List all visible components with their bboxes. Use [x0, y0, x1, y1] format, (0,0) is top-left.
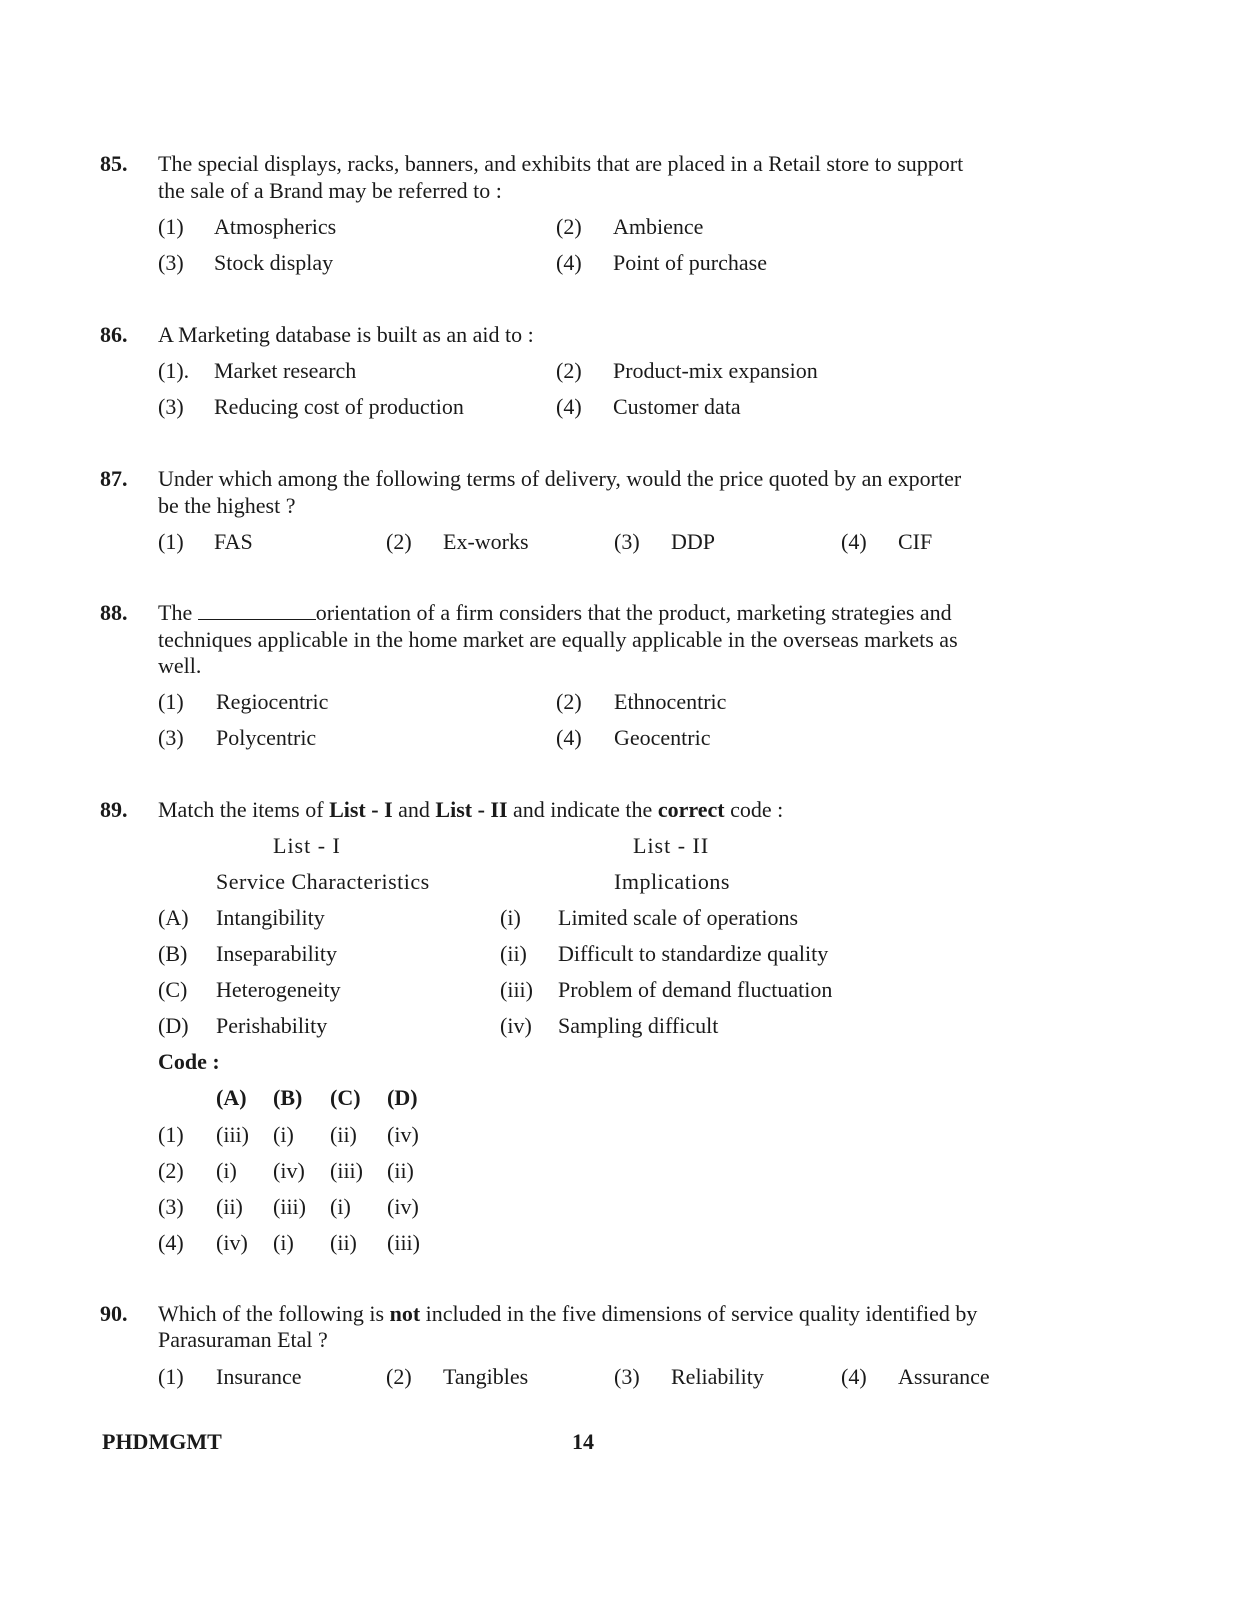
question-stem-line: Parasuraman Etal ? — [158, 1327, 328, 1352]
option-number: (2) — [386, 529, 412, 554]
code-cell: (ii) — [216, 1194, 243, 1219]
stem-part-bold: List - I — [329, 797, 393, 822]
option-number: (2) — [386, 1364, 412, 1389]
option-number: (1). — [158, 358, 190, 383]
list-1-key: (A) — [158, 905, 189, 930]
option-text: Polycentric — [216, 725, 317, 750]
fill-in-blank — [198, 601, 316, 620]
option-number: (4) — [556, 725, 582, 750]
option-text: Tangibles — [443, 1364, 529, 1389]
code-header: (D) — [387, 1085, 418, 1110]
code-cell: (iv) — [387, 1122, 419, 1147]
list-2-key: (iii) — [500, 977, 533, 1002]
code-row-number: (3) — [158, 1194, 184, 1219]
code-cell: (ii) — [387, 1158, 414, 1183]
option-text: Point of purchase — [613, 250, 767, 275]
stem-part: Match the items of — [158, 797, 330, 822]
option-number: (2) — [556, 689, 582, 714]
question-number: 87. — [100, 466, 128, 491]
option-text: Customer data — [613, 394, 741, 419]
option-number: (3) — [614, 1364, 640, 1389]
list-1-key: (B) — [158, 941, 188, 966]
list-2-title: List - II — [633, 833, 710, 858]
option-text: Reducing cost of production — [214, 394, 464, 419]
option-number: (3) — [614, 529, 640, 554]
list-1-item: Heterogeneity — [216, 977, 341, 1002]
code-cell: (iii) — [387, 1230, 420, 1255]
option-text: Market research — [214, 358, 357, 383]
code-cell: (iii) — [216, 1122, 249, 1147]
question-number: 86. — [100, 322, 128, 347]
question-stem-line: well. — [158, 653, 202, 678]
code-cell: (i) — [216, 1158, 237, 1183]
option-text: Assurance — [898, 1364, 990, 1389]
list-1-subtitle: Service Characteristics — [216, 869, 430, 894]
paper-code: PHDMGMT — [102, 1429, 222, 1454]
question-number: 85. — [100, 151, 128, 176]
list-1-item: Perishability — [216, 1013, 328, 1038]
code-header: (C) — [330, 1085, 361, 1110]
question-stem-line — [158, 600, 952, 626]
option-number: (4) — [556, 250, 582, 275]
option-number: (3) — [158, 725, 184, 750]
option-number: (1) — [158, 529, 184, 554]
option-number: (3) — [158, 394, 184, 419]
stem-part: Which of the following is — [158, 1301, 390, 1326]
code-row-number: (4) — [158, 1230, 184, 1255]
list-1-key: (D) — [158, 1013, 189, 1038]
code-header: (A) — [216, 1085, 247, 1110]
code-label: Code : — [158, 1049, 220, 1074]
stem-part: included in the five dimensions of service quality identified by — [420, 1301, 978, 1326]
option-text: Ex-works — [443, 529, 529, 554]
code-cell: (iv) — [387, 1194, 419, 1219]
question-stem-line — [158, 797, 783, 823]
list-1-title: List - I — [273, 833, 341, 858]
code-cell: (iii) — [273, 1194, 306, 1219]
list-1-item: Intangibility — [216, 905, 325, 930]
option-number: (4) — [556, 394, 582, 419]
option-text: DDP — [671, 529, 716, 554]
option-number: (1) — [158, 214, 184, 239]
option-number: (4) — [841, 1364, 867, 1389]
code-cell: (ii) — [330, 1122, 357, 1147]
list-2-item: Problem of demand fluctuation — [558, 977, 833, 1002]
option-number: (2) — [556, 214, 582, 239]
code-header: (B) — [273, 1085, 303, 1110]
list-2-key: (iv) — [500, 1013, 532, 1038]
question-stem-line — [158, 1301, 977, 1327]
stem-part-bold: correct — [657, 797, 725, 822]
question-stem-line: techniques applicable in the home market are equally applicable in the overseas markets as — [158, 627, 958, 652]
code-cell: (iii) — [330, 1158, 363, 1183]
option-text: Stock display — [214, 250, 334, 275]
option-number: (2) — [556, 358, 582, 383]
option-text: Product-mix expansion — [613, 358, 818, 383]
code-cell: (i) — [273, 1230, 294, 1255]
question-stem-line: the sale of a Brand may be referred to : — [158, 178, 502, 203]
list-2-item: Limited scale of operations — [558, 905, 799, 930]
option-number: (1) — [158, 689, 184, 714]
list-1-item: Inseparability — [216, 941, 337, 966]
code-cell: (i) — [330, 1194, 351, 1219]
code-row-number: (2) — [158, 1158, 184, 1183]
stem-part-bold: not — [389, 1301, 421, 1326]
option-text: Geocentric — [614, 725, 711, 750]
option-text: Atmospherics — [214, 214, 337, 239]
stem-part: and — [392, 797, 436, 822]
question-stem-line: be the highest ? — [158, 493, 296, 518]
code-row-number: (1) — [158, 1122, 184, 1147]
question-stem-line: The special displays, racks, banners, and exhibits that are placed in a Retail store to support — [158, 151, 964, 176]
option-text: Ambience — [613, 214, 704, 239]
page-number: 14 — [572, 1429, 594, 1454]
code-cell: (iv) — [216, 1230, 248, 1255]
option-text: Reliability — [671, 1364, 764, 1389]
question-stem-line: A Marketing database is built as an aid to : — [158, 322, 534, 347]
question-number: 88. — [100, 600, 128, 625]
list-1-key: (C) — [158, 977, 188, 1002]
stem-part-bold: List - II — [435, 797, 508, 822]
list-2-key: (ii) — [500, 941, 527, 966]
option-text: Ethnocentric — [614, 689, 727, 714]
question-stem-line: Under which among the following terms of delivery, would the price quoted by an exporter — [158, 466, 962, 491]
option-text: Insurance — [216, 1364, 302, 1389]
stem-part: and indicate the — [507, 797, 658, 822]
stem-start: The — [158, 600, 193, 625]
list-2-key: (i) — [500, 905, 521, 930]
stem-part: code : — [724, 797, 784, 822]
option-number: (4) — [841, 529, 867, 554]
option-text: Regiocentric — [216, 689, 329, 714]
code-cell: (iv) — [273, 1158, 305, 1183]
option-text: FAS — [214, 529, 253, 554]
list-2-item: Difficult to standardize quality — [558, 941, 829, 966]
list-2-subtitle: Implications — [614, 869, 730, 894]
question-number: 89. — [100, 797, 128, 822]
option-text: CIF — [898, 529, 933, 554]
list-2-item: Sampling difficult — [558, 1013, 719, 1038]
stem-rest: orientation of a firm considers that the product, marketing strategies and — [315, 600, 952, 625]
option-number: (1) — [158, 1364, 184, 1389]
code-cell: (i) — [273, 1122, 294, 1147]
option-number: (3) — [158, 250, 184, 275]
code-cell: (ii) — [330, 1230, 357, 1255]
question-number: 90. — [100, 1301, 128, 1326]
